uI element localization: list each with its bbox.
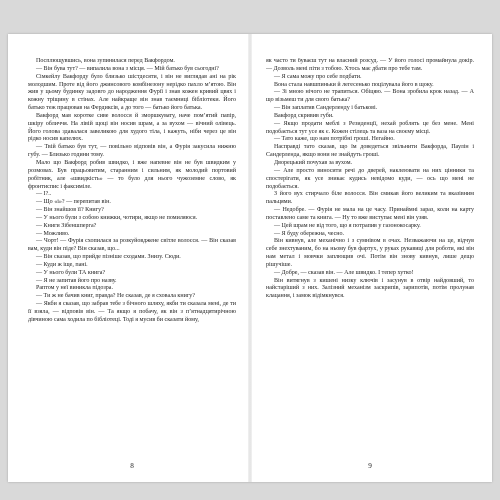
paragraph: — У нього були ТА книга?: [36, 269, 106, 276]
paragraph: — Недобре. — Фурія не мала на це часу. Принаймні зараз, коли на карту поставлено саме та книга. — Ну то вже виступає мені він узяв.: [266, 207, 474, 221]
paragraph: — Я буду обережна, чесно.: [274, 230, 345, 237]
paragraph: — Цей шрам не від того, що я потрапив у газонокосарку.: [274, 222, 421, 229]
book-gutter: [248, 34, 252, 482]
paragraph: Мало що Вакфорд робив швидко, і вже напевне він не був швидким у розмовах. Був працьовитим, старанним і сильним, як молодий портовий робітник, але «швидкість» — то було для нього чужоземне слово, як фронтиспис і факсиміле.: [28, 159, 236, 190]
paragraph: — Ти ж не бачив книг, правда? Не сказав, де я сховала книгу?: [36, 293, 196, 300]
paragraph: — Я не запитав його про назву.: [36, 277, 117, 284]
paragraph: Він витягнув з кишені низку ключів і засунув в отвір найдовший, то найстаріший з них. Залізний механізм заскрипів, зарипотів, потім пролунав клацання, і замок відімкнувся.: [266, 277, 474, 300]
left-page-text: [28, 58, 236, 454]
paragraph: Вакфорд мав коротке сиве волосся й зморшкувату, наче пом’ятий папір, шкіру обличчя. На лівій щоці він носив шрам, а за вухом — вічний олівець. Його голова здавалася завеликою для худого тіла, і кажуть, ніби через це він рідко носив капелюх.: [28, 112, 236, 143]
paragraph: — Він сказав, що прийде пізніше сходами. Знизу. Сюди.: [36, 254, 181, 261]
paragraph: — Куди ж іще, пані.: [36, 261, 88, 268]
paragraph: — Книги Зібеншперга?: [36, 222, 97, 229]
paragraph: як часто ти буваєш тут на власний розсуд. — У його голосі промайнула докір. — Дозволь мені піти з тобою. Хтось має дбати про тебе там.: [266, 58, 474, 72]
paragraph: Посплющувшись, вона зупинилася перед Вакфордом.: [36, 58, 175, 64]
book-spread: [8, 34, 492, 482]
paragraph: Сімкейлу Вакфорду було близько шістдесяти, і він не виглядав ані на рік молодшим. Проте від його джинсового комбінезону нерідко пахло м’ятою. Він жив у цьому будинку задовго до народження Фурії і знав кожен кривий цвях і кожну тріщину в стінах. Але найкраще він знав таємниці бібліотеки. Його батько теж працював на Фердиксів, а до того — батько його батька.: [28, 73, 236, 112]
left-page-number: 8: [130, 462, 134, 470]
paragraph: Дворецький почухав за вухом.: [274, 159, 353, 166]
paragraph: З його вух стирчало біле волосся. Він смикав його великим та вказівним пальцями.: [266, 191, 474, 206]
paragraph: — Я сама можу про себе подбати.: [274, 73, 362, 80]
paragraph: Вона стала навшпиньки й легесенько поцілувала його в щоку.: [274, 81, 434, 88]
right-page-number: 9: [368, 462, 372, 470]
paragraph: — Він бува тут? — випалила вона з місця. — Мій батько був сьогодні?: [36, 65, 219, 72]
paragraph: — Якби я сказав, що забрав тебе з бічного шляху, якби ти сказала мені, де ти її взяла, — відповів він. — Та якщо я побачу, як він з п’ятнадцятирічною дівчиною сама ходила по бібліотеці. Тоді я мусив би сказати йому,: [28, 301, 236, 323]
paragraph: — Що «і»? — перепитав він.: [36, 199, 111, 206]
paragraph: — Чорт! — Фурія схопилася за розкуйовджене світле волосся. — Він сказав вам, куди він піде? Він сказав, що...: [28, 238, 236, 253]
paragraph: Вакфорд скривив губи.: [274, 112, 334, 119]
paragraph: — Якщо продати меблі з Резиденції, нехай роблять це без мене. Мені подобається тут усе як є. Кожен стілець та ваза на своєму місці.: [266, 120, 474, 135]
paragraph: Він кивнув, але механічно і з сумнівом в очах. Незважаючи на це, відчув себе знехтуваним, бо на ньому був фартух, у руках рукавиці для роботи, які він нам метал і мовчки заплющив очі. Потім він знову кивнув, лише дещо рішучіше.: [266, 238, 474, 268]
paragraph: Насправді тато сказав, що їм доведеться звільнити Вакфорда, Паулін і Сандерленда, якщо вони не знайдуть гроші.: [266, 144, 474, 159]
paragraph: — Зі мною нічого не трапиться. Обіцяю. — Вона зробила крок назад. — А що візьмеш ти для свого батька?: [266, 89, 474, 104]
paragraph: — Але просто виносити речі до дверей, наклеювати на них цінники та спостерігати, як усе зникає кудись невідомо куди, — ось що мені не подобається.: [266, 167, 474, 190]
paragraph: — Він заплатив Сандерленду і батькові.: [274, 105, 378, 112]
paragraph: — Твій батько був тут, — повільно відповів він, а Фурія закусила нижню губу. — Близько години тому.: [28, 144, 236, 159]
paragraph: — Тато каже, що нам потрібні гроші. Негайно.: [274, 136, 395, 143]
paragraph: — Добре, — сказав він. — Але швидко. І тепер хутко!: [274, 269, 414, 276]
paragraph: — І?..: [36, 191, 52, 198]
paragraph: — Можливо.: [36, 230, 70, 237]
paragraph: Раптом у неї виникла підозра.: [36, 285, 113, 292]
right-page-text: [266, 58, 474, 454]
paragraph: — У нього були з собою книжки, чотири, якщо не помиляюся.: [36, 214, 198, 221]
paragraph: — Він знайшов її? Книгу?: [36, 207, 104, 214]
